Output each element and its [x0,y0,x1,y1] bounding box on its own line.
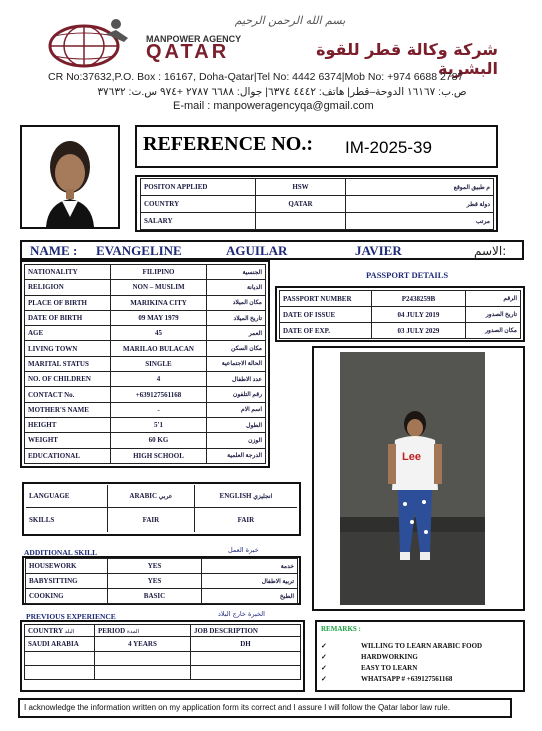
position-label: SALARY [141,213,256,230]
skill-row [26,559,298,574]
passport-label-ar: مكان الصدور [466,323,521,339]
personal-label-ar: اسم الام [207,402,266,417]
personal-label-ar: العمر [207,326,266,341]
personal-label: NO. OF CHILDREN [25,372,111,387]
additional-skill-title: ADDITIONAL SKILL [24,548,98,557]
skill-label-ar: الطبخ [202,589,298,604]
check-icon: ✓ [321,653,327,661]
remark-text: EASY TO LEARN [361,664,418,672]
remark-text: WILLING TO LEARN ARABIC FOOD [361,642,483,650]
name-bar [20,240,524,260]
personal-row [25,417,266,432]
passport-label-ar: تاريخ الصدور [466,307,521,323]
personal-value: 5'1 [111,417,207,432]
personal-row [25,402,266,417]
passport-row [280,307,521,323]
agency-logo [46,16,138,68]
personal-label: WEIGHT [25,433,111,448]
remark-item [321,653,521,664]
passport-label-ar: الرقم [466,291,521,307]
additional-skill-table [25,558,298,604]
personal-row [25,372,266,387]
skill-value: BASIC [108,589,202,604]
period-header-ar: المدة [126,628,140,635]
language-label: LANGUAGE [26,485,108,507]
remark-text: WHATSAPP # +639127561168 [361,675,453,683]
svg-text:Lee: Lee [402,451,421,463]
english-label: ENGLISH [219,491,252,500]
personal-label-ar: مكان الميلاد [207,295,266,310]
experience-table [24,624,301,680]
position-table [140,178,494,230]
language-table [26,485,297,532]
experience-job: DH [191,637,301,652]
personal-label-ar: مكان السكن [207,341,266,356]
skill-label-ar: خدمة [202,559,298,574]
personal-value: 09 MAY 1979 [111,310,207,325]
passport-value: 04 JULY 2019 [372,307,466,323]
period-header: PERIOD [98,626,126,635]
country-header-ar: البلد [64,628,75,635]
skills-label: SKILLS [26,507,108,532]
skill-label: HOUSEWORK [26,559,108,574]
additional-skill-title-ar: خبرة العمل [228,546,259,554]
passport-label: DATE OF EXP. [280,323,372,339]
personal-label-ar: الديانة [207,280,266,295]
personal-row [25,310,266,325]
position-label: COUNTRY [141,196,256,213]
personal-label: AGE [25,326,111,341]
agency-arabic-name: شركة وكالة قطر للقوة البشرية [316,40,498,78]
skill-value: YES [108,574,202,589]
personal-label: LIVING TOWN [25,341,111,356]
position-label: POSITON APPLIED [141,179,256,196]
remark-item [321,675,521,686]
personal-table [24,264,266,464]
reference-label: REFERENCE NO.: [143,133,314,155]
personal-label-ar: الطول [207,417,266,432]
reference-box [135,125,498,168]
passport-label: DATE OF ISSUE [280,307,372,323]
personal-value: SINGLE [111,356,207,371]
personal-value: 60 KG [111,433,207,448]
passport-row [280,291,521,307]
reference-value: IM-2025-39 [345,138,432,157]
personal-label: MOTHER'S NAME [25,402,111,417]
contact-arabic-line: ص.ب: ١٦١٦٧ الدوحة–قطر| هاتف: ٤٤٤٢ ٦٣٧٤| جوال: ٦٦٨٨ ٢٧٨٧ +٩٧٤ س.ت: ٣٧٦٣٢ [97,86,467,98]
personal-row [25,295,266,310]
position-label-ar: دولة قطر [346,196,494,213]
personal-row [25,433,266,448]
portrait-photo [22,127,118,227]
arabic-label-ar: عربي [158,493,173,500]
personal-label-ar: رقم التلفون [207,387,266,402]
personal-value: MARIKINA CITY [111,295,207,310]
personal-label: EDUCATIONAL [25,448,111,463]
agency-small-name: MANPOWER AGENCY [146,34,242,44]
experience-period: 4 YEARS [95,637,191,652]
job-header: JOB DESCRIPTION [191,625,301,637]
remark-item [321,642,521,653]
personal-value: 45 [111,326,207,341]
arabic-label: ARABIC [129,491,158,500]
personal-label: DATE OF BIRTH [25,310,111,325]
personal-row [25,448,266,463]
personal-label-ar: الدرجة العلمية [207,448,266,463]
arabic-level: FAIR [108,507,195,532]
remarks-box [315,620,525,692]
personal-value: HIGH SCHOOL [111,448,207,463]
personal-value: - [111,402,207,417]
position-value: HSW [256,179,346,196]
name-last: JAVIER [355,243,402,258]
skill-row [26,574,298,589]
personal-label: HEIGHT [25,417,111,432]
english-level: FAIR [194,507,297,532]
personal-label: NATIONALITY [25,265,111,280]
experience-title-ar: الخبرة خارج البلاد [218,610,265,618]
email-line: E-mail : manpoweragencyqa@gmail.com [173,100,374,112]
experience-country: SAUDI ARABIA [25,637,95,652]
position-row [141,179,494,196]
experience-title: PREVIOUS EXPERIENCE [26,612,116,621]
position-value [256,213,346,230]
passport-table [279,290,521,339]
name-arabic-label: الاسم: [474,244,507,258]
personal-label-ar: تاريخ الميلاد [207,310,266,325]
personal-label-ar: عدد الاطفال [207,372,266,387]
personal-value: FILIPINO [111,265,207,280]
name-middle: AGUILAR [226,243,288,258]
personal-row [25,356,266,371]
name-first: EVANGELINE [96,243,182,258]
position-row [141,196,494,213]
personal-label-ar: الجنسية [207,265,266,280]
check-icon: ✓ [321,664,327,672]
passport-row [280,323,521,339]
personal-row [25,265,266,280]
skill-label: COOKING [26,589,108,604]
personal-row [25,280,266,295]
experience-row [25,637,301,652]
name-label: NAME : [30,243,78,258]
skill-value: YES [108,559,202,574]
agency-big-name: QATAR [146,41,230,63]
personal-value: +639127561168 [111,387,207,402]
position-row [141,213,494,230]
check-icon: ✓ [321,675,327,683]
personal-label: CONTACT No. [25,387,111,402]
position-label-ar: م طبيق الموقع [346,179,494,196]
personal-label: RELIGION [25,280,111,295]
passport-title: PASSPORT DETAILS [366,270,449,280]
position-label-ar: مرتب [346,213,494,230]
full-body-photo [340,352,485,605]
skill-row [26,589,298,604]
bismillah: بسم الله الرحمن الرحيم [234,14,346,27]
personal-label: PLACE OF BIRTH [25,295,111,310]
portrait-photo-frame [20,125,120,229]
position-value: QATAR [256,196,346,213]
personal-row [25,326,266,341]
personal-label-ar: الحالة الاجتماعية [207,356,266,371]
personal-value: MARILAO BULACAN [111,341,207,356]
skill-label-ar: تربية الاطفال [202,574,298,589]
passport-label: PASSPORT NUMBER [280,291,372,307]
skill-label: BABYSITTING [26,574,108,589]
remarks-title: REMARKS : [321,625,361,633]
remark-item [321,664,521,675]
acknowledgement-text: I acknowledge the information written on my application form its correct and I assure I will follow the Qatar labor law rule. [24,703,450,712]
english-label-ar: انجليزي [253,493,273,500]
contact-line: CR No:37632,P.O. Box : 16167, Doha-Qatar|Tel No: 4442 6374|Mob No: +974 6688 2787 [48,71,464,83]
remark-text: HARDWORKING [361,653,418,661]
personal-row [25,387,266,402]
passport-value: 03 JULY 2029 [372,323,466,339]
passport-value: P2438259B [372,291,466,307]
acknowledgement-box [18,698,512,718]
check-icon: ✓ [321,642,327,650]
personal-value: NON – MUSLIM [111,280,207,295]
personal-value: 4 [111,372,207,387]
personal-row [25,341,266,356]
country-header: COUNTRY [28,626,63,635]
personal-label-ar: الوزن [207,433,266,448]
personal-label: MARITAL STATUS [25,356,111,371]
full-body-photo-frame [312,346,525,611]
